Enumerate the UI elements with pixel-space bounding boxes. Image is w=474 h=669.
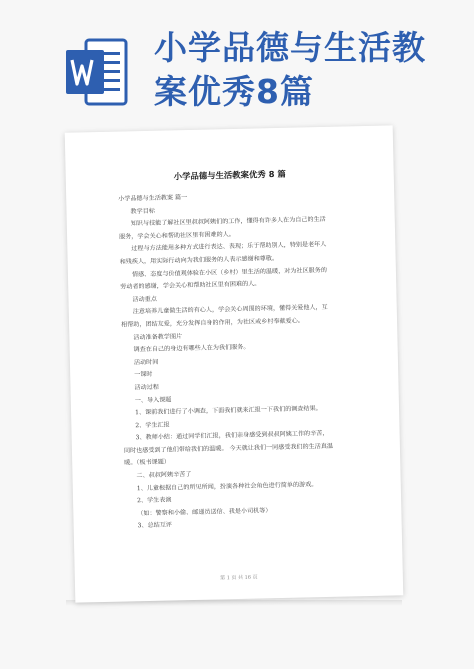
doc-line: 情感、态度与价值观体验在小区（乡村）里生活的温暖，对为社区服务的: [131, 266, 327, 278]
page-title: [154, 26, 426, 114]
doc-line: 和残疾人，用实际行动向为我们服务的人表示感谢和尊敬。: [119, 254, 279, 266]
page-number: 第 1 页 共 16 页: [220, 574, 258, 582]
doc-line: 调查在自己的身边有哪些人在为我们服务。: [133, 343, 250, 354]
doc-line: 活动过程: [134, 383, 159, 392]
doc-line: 一、导入课题: [134, 395, 172, 404]
doc-line: 活动准备教学图片: [133, 332, 183, 341]
word-doc-icon: [64, 36, 130, 108]
doc-line: 相帮助，团结友爱，充分发挥自身的作用，为社区或乡村奉献爱心。: [121, 317, 304, 329]
doc-line: 活动重点: [132, 295, 157, 304]
doc-line: （如：警察和小偷、邮递员送信、我是小司机等）: [137, 507, 272, 518]
doc-line: 一课时: [134, 371, 153, 379]
doc-line: 劳动者的感谢，学会关心和帮助社区里有困难的人。: [120, 280, 261, 291]
doc-line: 教学目标: [130, 207, 155, 215]
doc-line: 注意培养儿童做生活的有心人，学会关心周围的环境，懂得关爱他人，互: [132, 304, 328, 316]
doc-line: 同时也感受到了他们带给我们的温暖。 今天就让我们一同感受我们的生活真温: [123, 442, 334, 455]
doc-line: 二、叔叔阿姨辛苦了: [136, 471, 192, 480]
doc-line: 过程与方法能用多种方式进行表达、表现；乐于帮助别人，特别是老年人: [131, 241, 327, 253]
document-body: [118, 188, 354, 533]
doc-line: 1、儿童根据自己的所见所闻，扮演各种社会角色进行简单的游戏。: [136, 480, 318, 492]
document-title: 小学品德与生活教案优秀 8 篇: [173, 168, 286, 182]
title-line-2: 案优秀8篇: [154, 72, 314, 111]
title-line-1: 小学品德与生活教: [154, 28, 426, 67]
doc-line: 1、课前我们进行了小调查，下面我们就来汇报一下我们的调查结果。: [135, 405, 322, 417]
doc-line: 活动时间: [133, 358, 159, 366]
doc-line: 3、总结互评: [137, 521, 173, 530]
doc-line: 2、学生汇报: [135, 421, 170, 429]
document-page-preview: [65, 125, 404, 602]
doc-line: 2、学生表演: [137, 496, 172, 505]
doc-line: 知识与技能了解社区里叔叔阿姨们的工作，懂得有许多人在为自己的生活: [130, 216, 326, 228]
doc-line: 暖。（板书课题）: [124, 458, 170, 467]
doc-line: 小学品德与生活教案 篇一: [118, 194, 188, 203]
doc-line: 服务，学会关心和帮助社区里有困难的人。: [119, 230, 235, 241]
doc-line: 3、教师小结：通过同学们汇报，我们亲身感受到叔叔阿姨工作的辛苦，: [135, 430, 329, 442]
